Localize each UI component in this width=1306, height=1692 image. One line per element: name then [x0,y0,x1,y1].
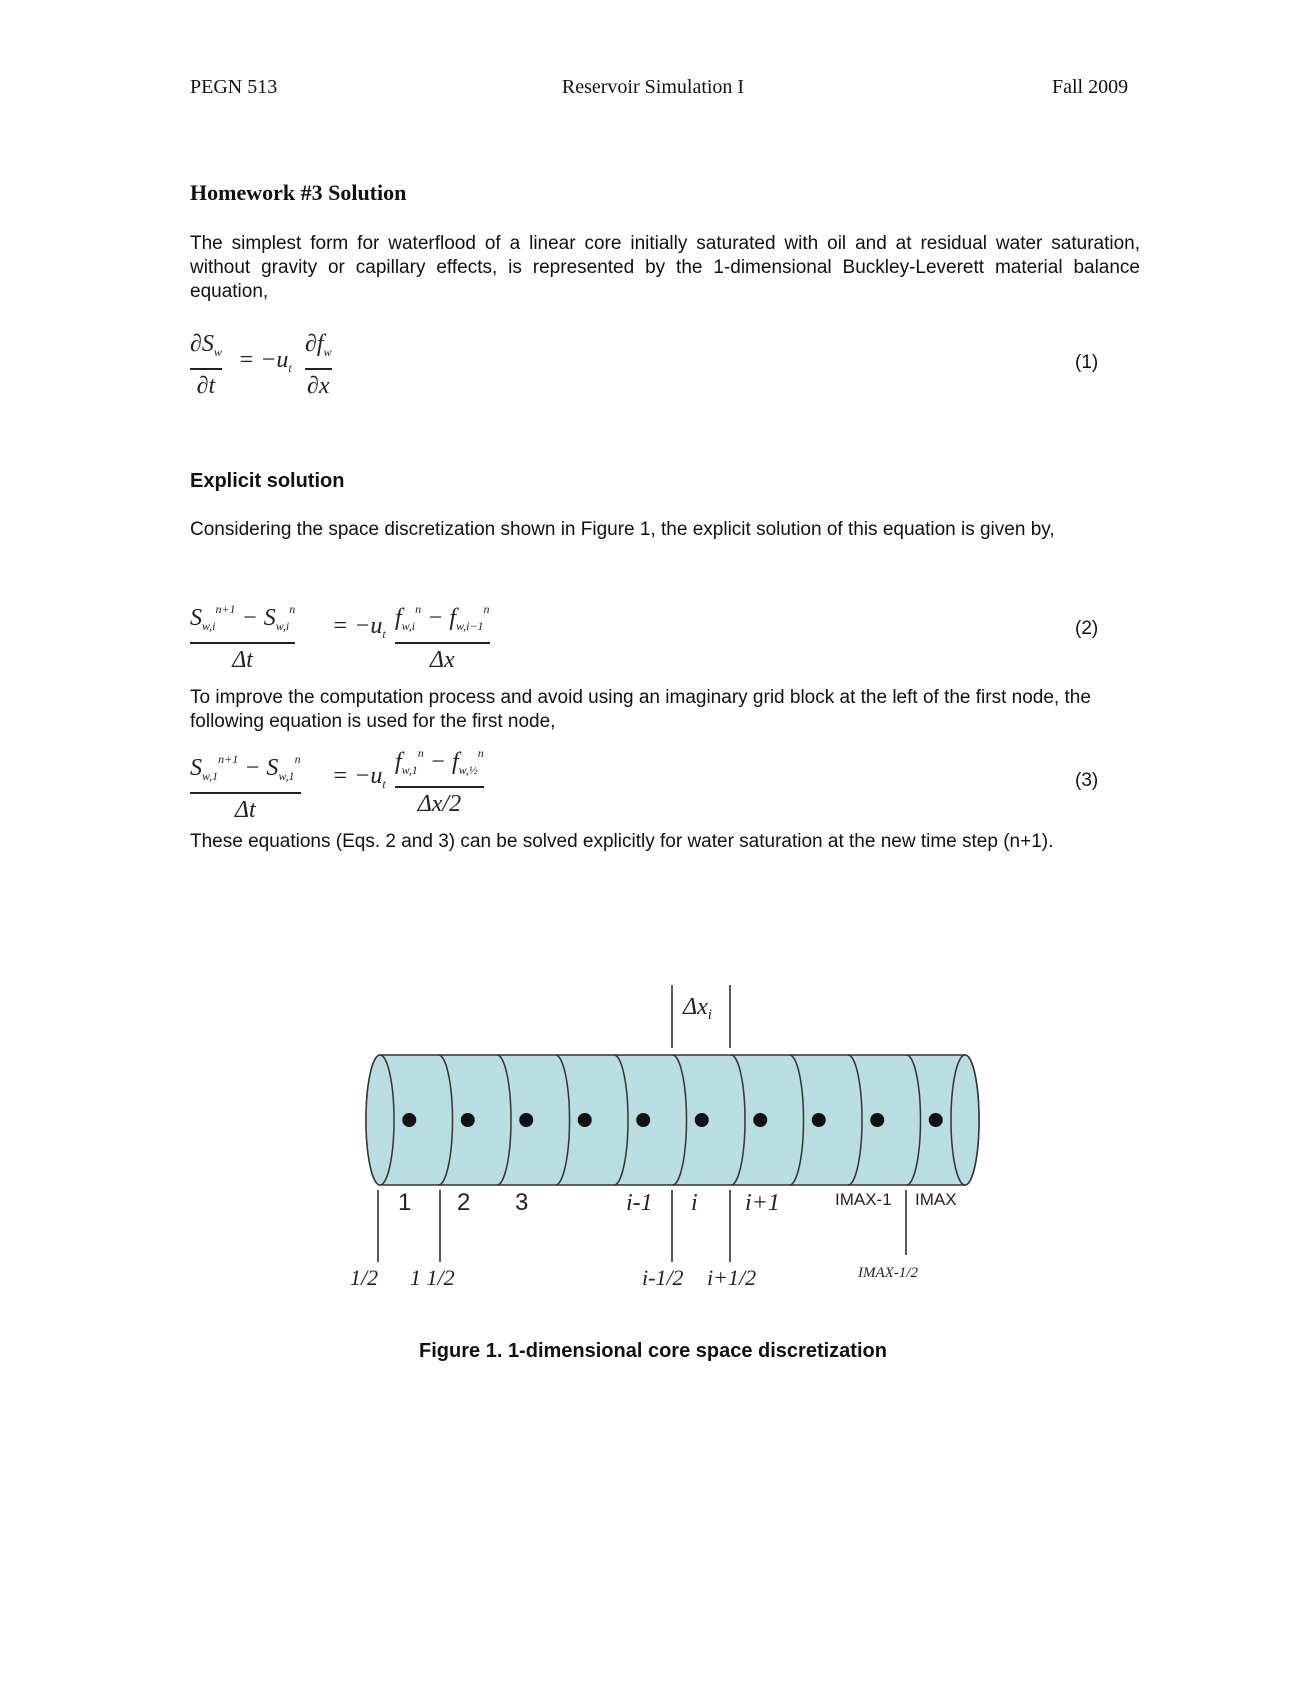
node-dot [753,1113,767,1127]
node-dot [929,1113,943,1127]
equation-1-number: (1) [1075,352,1099,373]
header-subject: Reservoir Simulation I [561,76,745,98]
page-title: Homework #3 Solution [190,180,407,205]
section-heading: Explicit solution [190,470,345,492]
equation-2-number: (2) [1075,618,1099,639]
block-label-i: i [691,1190,698,1216]
explicit-paragraph: Considering the space discretization shown in Figure 1, the explicit solution of this equation is given by, [190,519,1055,540]
node-dot [519,1113,533,1127]
node-dot [812,1113,826,1127]
figure-caption: Figure 1. 1-dimensional core space discretization [419,1340,887,1362]
block-label-imax: IMAX [915,1190,957,1209]
block-label-i-minus-1: i-1 [626,1190,653,1216]
node-dot [578,1113,592,1127]
core-right-end [951,1055,979,1185]
boundary-label-i-minus-half: i-1/2 [642,1265,684,1290]
block-label-imax-minus-1: IMAX-1 [835,1190,892,1209]
block-label-1: 1 [398,1189,412,1216]
core-left-end [366,1055,394,1185]
equation-1: $\partial S_w$ ∂t = $-u_t$ $\partial f_w$ ∂x [190,331,332,399]
boundary-label-i-plus-half: i+1/2 [707,1265,757,1290]
solve-paragraph: These equations (Eqs. 2 and 3) can be solved explicitly for water saturation at the new time step (n+1). [190,831,1054,852]
node-dot [402,1113,416,1127]
intro-paragraph: The simplest form for waterflood of a linear core initially saturated with oil and at residual water saturation, without gravity or capillary effects, is represented by the 1-dimensional Buckley-Leverett material balance equation, [190,233,1140,302]
boundary-label-half: 1/2 [350,1265,379,1290]
equation-3: $S_{w,1}^{n+1} - S_{w,1}^n$ Δt = $-u_t$ $f_{w,1}^n - f_{w,\frac{1}{2}}^n$ Δx/2 [190,746,484,823]
node-dot [636,1113,650,1127]
node-dot [461,1113,475,1127]
delta-x-label: $\Delta x_i$ [683,994,712,1023]
header-course: PEGN 513 [190,76,278,98]
block-label-2: 2 [457,1189,471,1216]
equation-3-number: (3) [1075,770,1099,791]
node-dot [695,1113,709,1127]
equation-2: $S_{w,i}^{n+1} - S_{w,i}^n$ Δt = $-u_t$ $f_{w,i}^n - f_{w,i-1}^n$ Δx [190,602,490,673]
block-label-i-plus-1: i+1 [745,1190,780,1216]
improve-paragraph: To improve the computation process and avoid using an imaginary grid block at the left of the first node, the following equation is used for the first node, [190,687,1091,732]
header-term: Fall 2009 [1052,76,1129,98]
block-label-3: 3 [515,1189,529,1216]
core-body [366,1055,979,1185]
boundary-label-one-half: 1 1/2 [410,1265,455,1290]
node-dot [870,1113,884,1127]
boundary-label-imax-half: IMAX-1/2 [858,1265,918,1281]
